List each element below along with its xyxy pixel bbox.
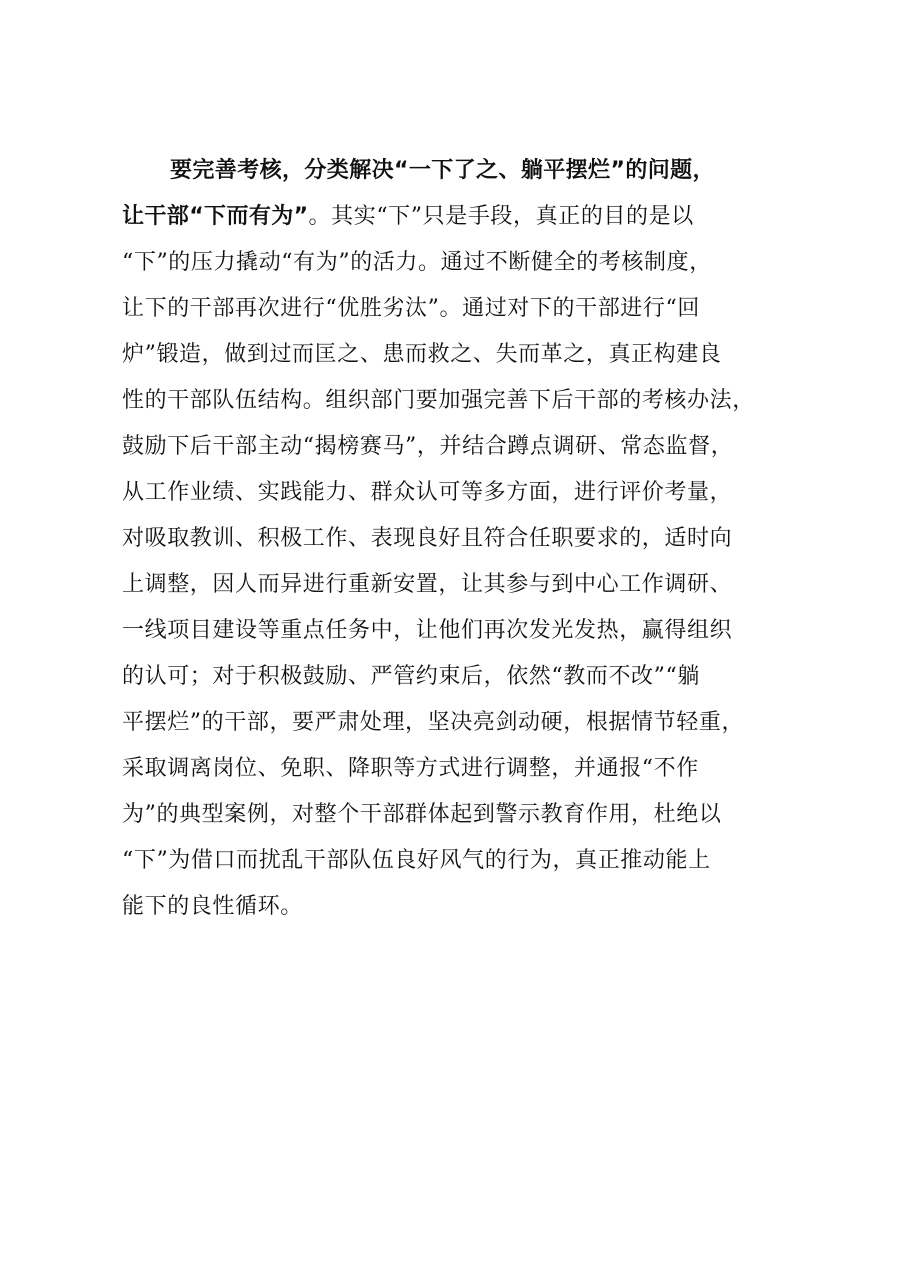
- body-text: 性的干部队伍结构。组织部门要加强完善下后干部的考核办法，: [122, 388, 755, 413]
- body-text: 为”的典型案例，对整个干部群体起到警示教育作用，杜绝以: [122, 802, 722, 827]
- paragraph-line: [122, 332, 822, 378]
- paragraph-line: [122, 700, 822, 746]
- paragraph-line: [122, 470, 822, 516]
- body-text: 的认可；对于积极鼓励、严管约束后，依然“教而不改”“躺: [122, 664, 700, 689]
- body-text: 从工作业绩、实践能力、群众认可等多方面，进行评价考量，: [122, 480, 733, 505]
- paragraph-line: [122, 194, 822, 240]
- paragraph-line: [122, 838, 822, 884]
- paragraph-line: [122, 884, 822, 930]
- paragraph-line: [122, 148, 822, 194]
- paragraph-line: [122, 608, 822, 654]
- body-text: 平摆烂”的干部，要严肃处理，坚决亮剑动硬，根据情节轻重，: [122, 710, 745, 735]
- body-text: 炉”锻造，做到过而匡之、患而救之、失而革之，真正构建良: [122, 342, 722, 367]
- paragraph-line: [122, 654, 822, 700]
- paragraph-line: [122, 792, 822, 838]
- body-text: 。其实“下”只是手段，真正的目的是以: [308, 204, 694, 229]
- bold-text: 要完善考核，分类解决“一下了之、躺平摆烂”的问题，: [170, 158, 715, 183]
- body-text: 一线项目建设等重点任务中，让他们再次发光发热，赢得组织: [122, 618, 733, 643]
- paragraph-line: [122, 516, 822, 562]
- paragraph-line: [122, 562, 822, 608]
- body-text: “下”的压力撬动“有为”的活力。通过不断健全的考核制度，: [122, 250, 712, 275]
- paragraph: [122, 148, 822, 930]
- body-text: 对吸取教训、积极工作、表现良好且符合任职要求的，适时向: [122, 526, 733, 551]
- body-text: 采取调离岗位、免职、降职等方式进行调整，并通报“不作: [122, 756, 699, 781]
- paragraph-line: [122, 424, 822, 470]
- paragraph-line: [122, 240, 822, 286]
- paragraph-line: [122, 746, 822, 792]
- paragraph-line: [122, 286, 822, 332]
- body-text: “下”为借口而扰乱干部队伍良好风气的行为，真正推动能上: [122, 848, 711, 873]
- body-text: 让下的干部再次进行“优胜劣汰”。通过对下的干部进行“回: [122, 296, 700, 321]
- bold-text: 让干部“下而有为”: [122, 204, 309, 229]
- paragraph-line: [122, 378, 822, 424]
- body-text: 能下的良性循环。: [122, 894, 303, 919]
- body-text: 鼓励下后干部主动“揭榜赛马”，并结合蹲点调研、常态监督，: [122, 434, 734, 459]
- body-text: 上调整，因人而异进行重新安置，让其参与到中心工作调研、: [122, 572, 733, 597]
